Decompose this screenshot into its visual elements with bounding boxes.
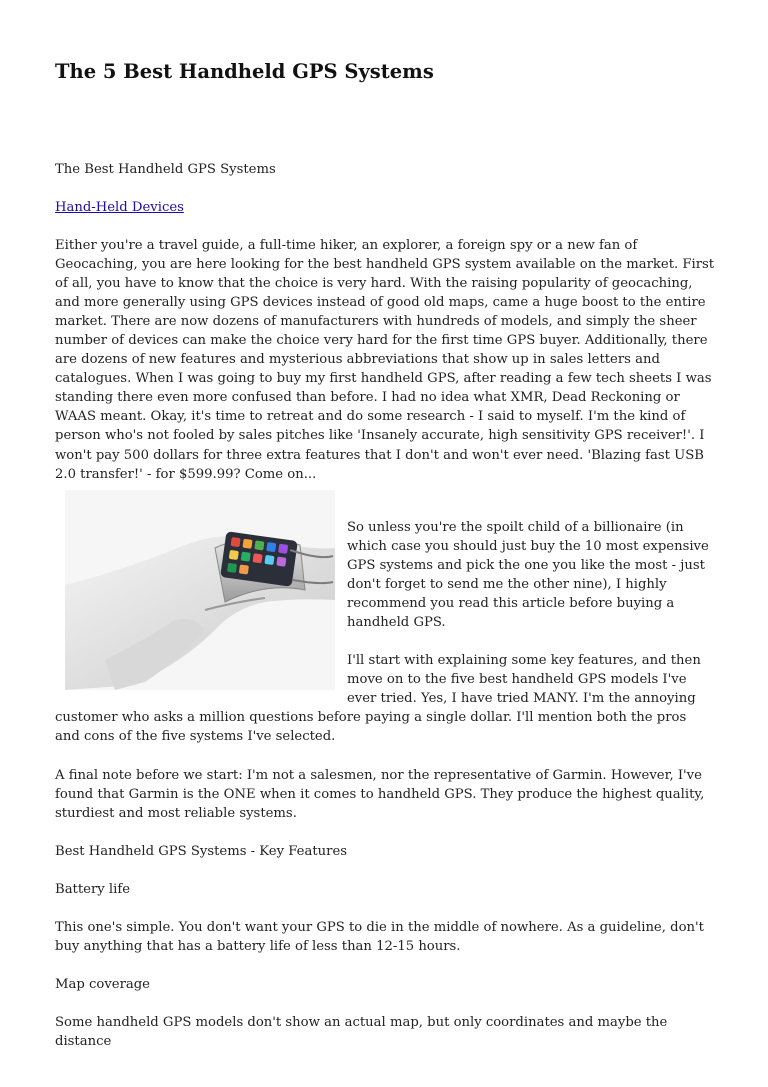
final-note-paragraph: A final note before we start: I'm not a salesmen, nor the representative of Garmin. However, I've found that Garmin is the ONE when it comes to handheld GPS. They produce the highest quality, sturdiest and most reliable systems. <box>55 767 705 821</box>
battery-heading: Battery life <box>55 881 131 897</box>
page-title: The 5 Best Handheld GPS Systems <box>55 60 434 83</box>
category-link[interactable]: Hand-Held Devices <box>55 200 184 215</box>
map-heading: Map coverage <box>55 976 150 992</box>
wrist-device-illustration-icon <box>65 490 335 690</box>
key-features-intro-paragraph: I'll start with explaining some key features, and then move on to the five best handheld GPS models I've ever tried. Yes, I have tried MANY. I'm the annoying customer who asks a million questions before paying a single dollar. I'll mention both the pros and cons of the five systems I've selected. <box>55 653 701 745</box>
article-figure <box>65 490 335 690</box>
billionaire-paragraph: So unless you're the spoilt child of a billionaire (in which case you should just buy the 10 most expensive GPS systems and pick the one you like the most - just don't forget to send me the other nine), I highly recommend you read this article before buying a handheld GPS. <box>347 520 709 631</box>
article-body <box>55 518 715 1070</box>
intro-paragraph: Either you're a travel guide, a full-time hiker, an explorer, a foreign spy or a new fan of Geocaching, you are here looking for the best handheld GPS system available on the market. First of all, you have to know that the choice is very hard. With the raising popularity of geocaching, and more generally using GPS devices instead of good old maps, came a huge boost to the entire market. There are now dozens of manufacturers with hundreds of models, and simply the sheer number of devices can make the choice very hard for the first time GPS buyer. Additionally, there are dozens of new features and mysterious abbreviations that show up in sales letters and catalogues. When I was going to buy my first handheld GPS, after reading a few tech sheets I was standing there even more confused than before. I had no idea what XMR, Dead Reckoning or WAAS meant. Okay, it's time to retreat and do some research - I said to myself. I'm the kind of person who's not fooled by sales pitches like 'Insanely accurate, high sensitivity GPS receiver!'. I won't pay 500 dollars for three extra features that I don't and won't ever need. 'Blazing fast USB 2.0 transfer!' - for $599.99? Come on... <box>55 238 715 482</box>
map-paragraph: Some handheld GPS models don't show an actual map, but only coordinates and maybe the distance <box>55 1014 668 1049</box>
article-subtitle: The Best Handheld GPS Systems <box>55 162 276 177</box>
category-link-container <box>55 198 184 217</box>
battery-paragraph: This one's simple. You don't want your GPS to die in the middle of nowhere. As a guideline, don't buy anything that has a battery life of less than 12-15 hours. <box>55 919 704 954</box>
section-heading: Best Handheld GPS Systems - Key Features <box>55 843 348 859</box>
